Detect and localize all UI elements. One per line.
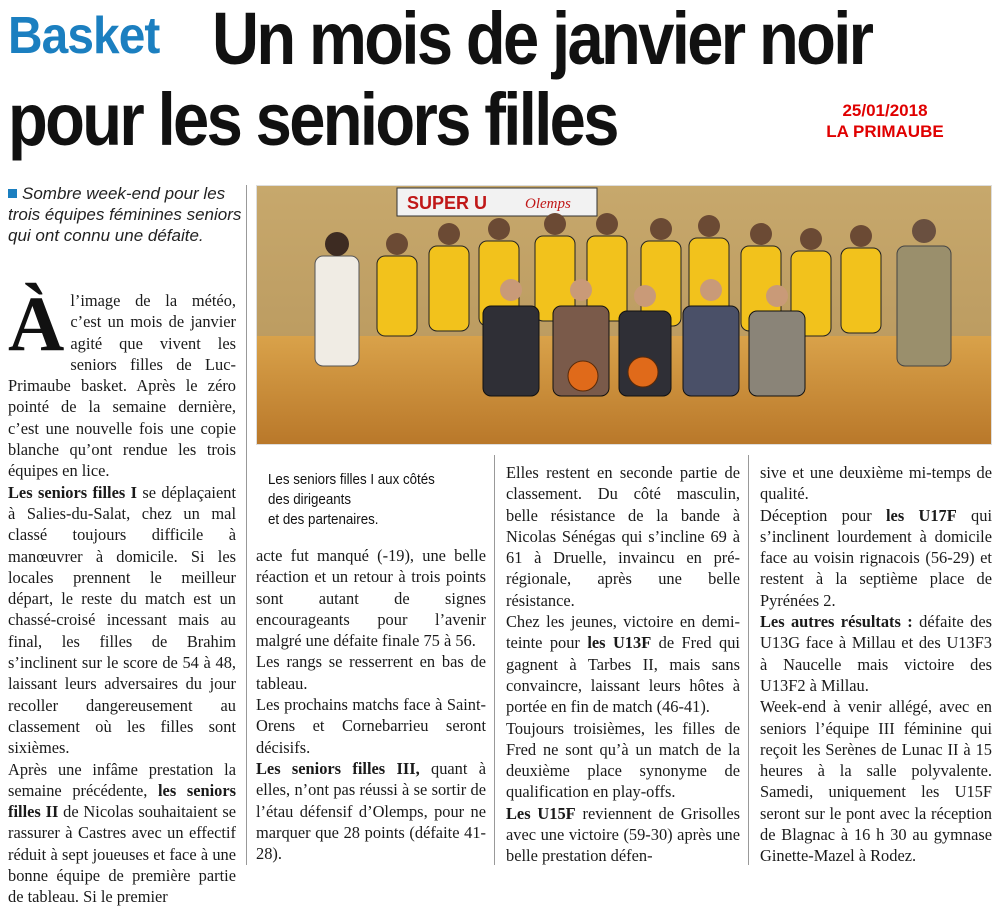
drop-cap: À: [8, 280, 65, 367]
caption-line: des dirigeants: [268, 492, 352, 508]
stamp-place: LA PRIMAUBE: [826, 122, 944, 141]
article-column-1: [8, 280, 236, 908]
headline-line-2: pour les seniors filles: [8, 78, 617, 161]
banner-brand: SUPER U: [407, 193, 488, 213]
paragraph: Toujours troisièmes, les filles de Fred ne sont qu’à un match de la deuxième place synonyme de qualification en play-offs.: [506, 718, 740, 802]
headline-line-1: Un mois de janvier noir: [212, 0, 872, 80]
paragraph: sive et une deuxième mi-temps de qualité.: [760, 463, 992, 504]
caption-line: Les seniors filles I aux côtés: [268, 472, 435, 488]
banner-town: Olemps: [525, 196, 571, 212]
paragraph: Les rangs se resserrent en bas de tableau.: [256, 652, 486, 693]
stamp-date: 25/01/2018: [842, 101, 928, 120]
paragraph: Après une infâme prestation la semaine précédente, les seniors filles II de Nicolas souhaitaient se rassurer à Castres avec un effectif réduit à sept joueuses et face à une bonne équipe de première partie de tableau. Si le premier: [8, 759, 236, 907]
lead-square-icon: [8, 189, 17, 198]
paragraph: Elles restent en seconde partie de classement. Du côté masculin, belle résistance de la bande à Nicolas Sénégas qui s’incline 69 à 61 à Druelle, invaincu en pré-régionale, après une belle résistance.: [506, 463, 740, 610]
caption-line: et des partenaires.: [268, 512, 379, 528]
column-divider: [246, 185, 247, 865]
paragraph: Les seniors filles I se déplaçaient à Salies-du-Salat, chez un mal classé toujours difficile à manœuvrer à domicile. Si les locales prennent le meilleur départ, le reste du match est un chassé-croisé incessant mais au final, les filles de Brahim s’inclinent sur le score de 54 à 48, laissant leurs adversaires du jour recoller dangereusement au classement où les filles sont sixièmes.: [8, 482, 236, 758]
article-column-4: [760, 462, 992, 867]
team-photo-illustration: [257, 186, 991, 444]
article-lead: [8, 183, 248, 246]
paragraph: Les U15F reviennent de Grisolles avec une victoire (59-30) après une belle prestation défen-: [506, 803, 740, 866]
section-kicker: Basket: [8, 7, 160, 65]
paragraph: Week-end à venir allégé, avec en seniors l’équipe III féminine qui reçoit les Serènes de Lunac II à 15 heures à la salle polyvalente. Samedi, uniquement les U15F seront sur le pont avec la réception de Blagnac à 16 h 30 au gymnase Ginette-Mazel à Rodez.: [760, 697, 992, 866]
photo-caption: [268, 470, 452, 530]
article-column-3: [506, 462, 740, 867]
paragraph: Àl’image de la météo, c’est un mois de janvier agité que vivent les seniors filles de Luc-Primaube basket. Après le zéro pointé de la semaine dernière, c’est une nouvelle fois une copie blanche qu’ont rendue les trois équipes en lice.: [8, 280, 236, 481]
paragraph: Les seniors filles III, quant à elles, n’ont pas réussi à se sortir de l’étau défensif d’Olemps, pour ne marquer que 28 points (défaite 41-28).: [256, 758, 486, 864]
article-column-2: [256, 545, 486, 864]
column-divider: [494, 455, 495, 865]
team-photo: [256, 185, 992, 445]
paragraph: acte fut manqué (-19), une belle réaction et un retour à trois points sont autant de signes encourageants pour l’avenir malgré une défaite finale 75 à 56.: [256, 546, 486, 651]
paragraph: Chez les jeunes, victoire en demi-teinte pour les U13F de Fred qui gagnent à Tarbes II, mais sans convaincre, laissant leurs hôtes à portée en fin de match (46-41).: [506, 612, 740, 717]
column-divider: [748, 455, 749, 865]
paragraph: Déception pour les U17F qui s’inclinent lourdement à domicile face au voisin rignacois (56-29) et restent à la septième place de Pyrénées 2.: [760, 505, 992, 610]
lead-text: Sombre week-end pour les trois équipes féminines seniors qui ont connu une défaite.: [8, 184, 242, 245]
paragraph: Les autres résultats : défaite des U13G face à Millau et des U13F3 à Naucelle mais victoire des U13F2 à Millau.: [760, 612, 992, 695]
paragraph: Les prochains matchs face à Saint-Orens et Cornebarrieu seront décisifs.: [256, 695, 486, 757]
date-stamp: [790, 100, 980, 142]
